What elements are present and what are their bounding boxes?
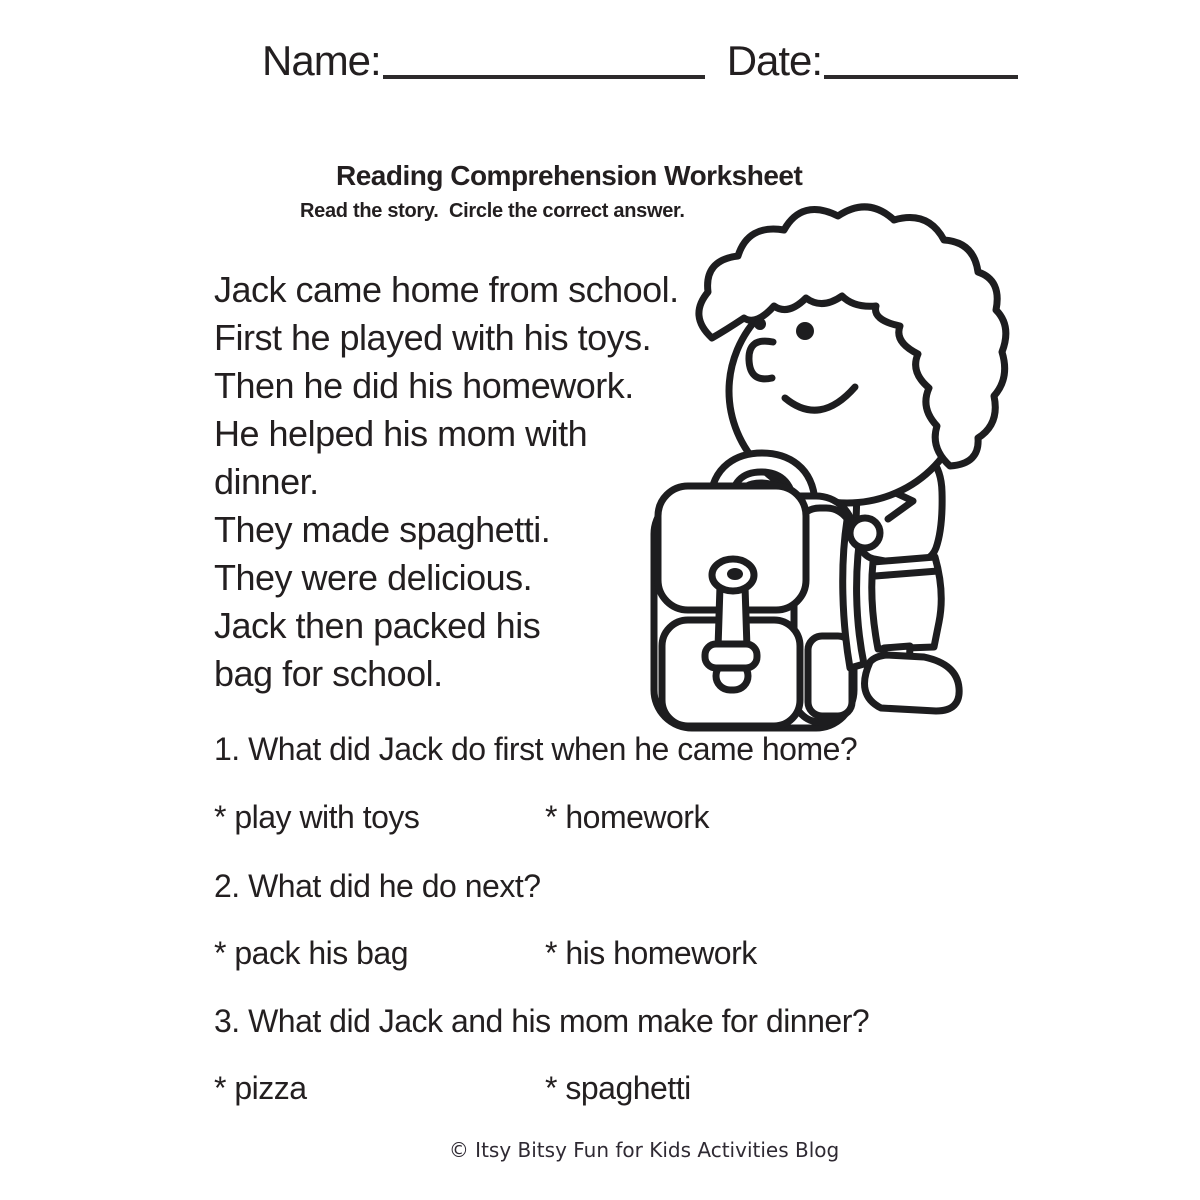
name-label: Name: (262, 37, 381, 84)
question-2-option-b[interactable]: * his homework (545, 935, 757, 971)
header (262, 36, 1020, 86)
story-text (214, 266, 679, 698)
question-3-option-b[interactable]: * spaghetti (545, 1070, 691, 1106)
question-1: 1. What did Jack do first when he came home? (214, 731, 858, 767)
boy-with-backpack-illustration (642, 196, 1017, 741)
question-3: 3. What did Jack and his mom make for dinner? (214, 1003, 870, 1039)
boy-face-features (749, 318, 855, 410)
boy-hair (699, 207, 1006, 466)
instructions-text: Read the story. Circle the correct answer. (300, 200, 685, 222)
boy-hand (850, 518, 880, 548)
story-line: Jack then packed his (214, 605, 541, 646)
question-3-option-a[interactable]: * pizza (214, 1070, 307, 1106)
story-line: bag for school. (214, 653, 443, 694)
page-title: Reading Comprehension Worksheet (336, 160, 803, 191)
story-line: Jack came home from school. (214, 269, 679, 310)
question-2: 2. What did he do next? (214, 868, 541, 904)
story-line: They were delicious. (214, 557, 533, 598)
story-line: They made spaghetti. (214, 509, 551, 550)
story-line: He helped his mom with (214, 413, 588, 454)
story-line: dinner. (214, 461, 319, 502)
boy-face (729, 279, 965, 503)
date-label: Date: (726, 37, 823, 84)
story-line: Then he did his homework. (214, 365, 634, 406)
footer-credit: © Itsy Bitsy Fun for Kids Activities Blog (448, 1138, 840, 1162)
backpack (654, 453, 864, 728)
question-2-option-a[interactable]: * pack his bag (214, 935, 409, 971)
boy-body (856, 445, 959, 711)
story-line: First he played with his toys. (214, 317, 652, 358)
question-1-option-a[interactable]: * play with toys (214, 799, 420, 835)
question-1-option-b[interactable]: * homework (545, 799, 709, 835)
date-blank-line[interactable] (824, 74, 1018, 79)
name-blank-line[interactable] (383, 74, 705, 79)
